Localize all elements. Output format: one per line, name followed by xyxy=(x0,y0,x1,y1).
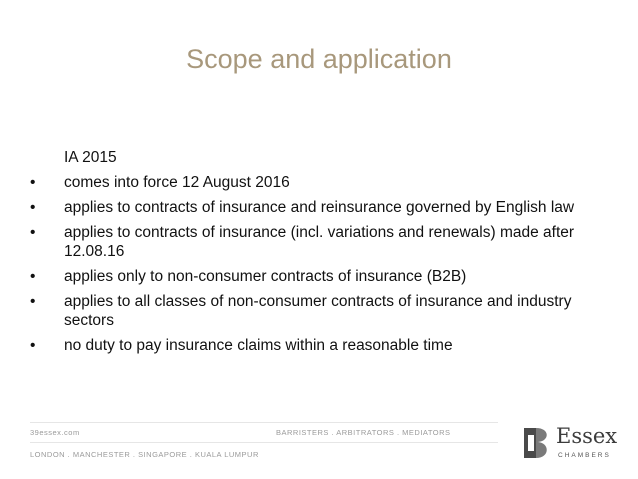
bullet-text: applies only to non-consumer contracts of insurance (B2B) xyxy=(64,268,467,285)
bullet-item xyxy=(30,336,590,355)
subheading: IA 2015 xyxy=(64,149,117,166)
essex-chambers-logo xyxy=(520,422,624,466)
bullet-text: no duty to pay insurance claims within a reasonable time xyxy=(64,337,453,354)
bullet-dot: • xyxy=(30,174,36,191)
slide-content xyxy=(30,148,590,361)
logo-mark-icon xyxy=(520,426,554,460)
footer-divider xyxy=(30,422,498,423)
bullet-dot: • xyxy=(30,199,36,216)
bullet-item xyxy=(30,173,590,192)
bullet-list xyxy=(30,173,590,355)
bullet-dot: • xyxy=(30,337,36,354)
footer-locations: LONDON . MANCHESTER . SINGAPORE . KUALA LUMPUR xyxy=(30,450,259,459)
bullet-item xyxy=(30,292,590,330)
bullet-dot: • xyxy=(30,224,36,241)
bullet-dot: • xyxy=(30,293,36,310)
logo-subtitle: CHAMBERS xyxy=(558,452,611,459)
footer-divider xyxy=(30,442,498,443)
logo-wordmark: Essex xyxy=(556,424,618,448)
bullet-item xyxy=(30,198,590,217)
bullet-item xyxy=(30,223,590,261)
slide-title: Scope and application xyxy=(186,44,452,74)
bullet-text: applies to all classes of non-consumer contracts of insurance and industry sectors xyxy=(64,293,572,329)
footer-tagline: BARRISTERS . ARBITRATORS . MEDIATORS xyxy=(276,428,451,437)
bullet-dot: • xyxy=(30,268,36,285)
footer-website[interactable]: 39essex.com xyxy=(30,428,80,437)
bullet-text: comes into force 12 August 2016 xyxy=(64,174,290,191)
bullet-item xyxy=(30,267,590,286)
bullet-text: applies to contracts of insurance and reinsurance governed by English law xyxy=(64,199,575,216)
bullet-text: applies to contracts of insurance (incl. variations and renewals) made after 12.08.16 xyxy=(64,224,575,260)
